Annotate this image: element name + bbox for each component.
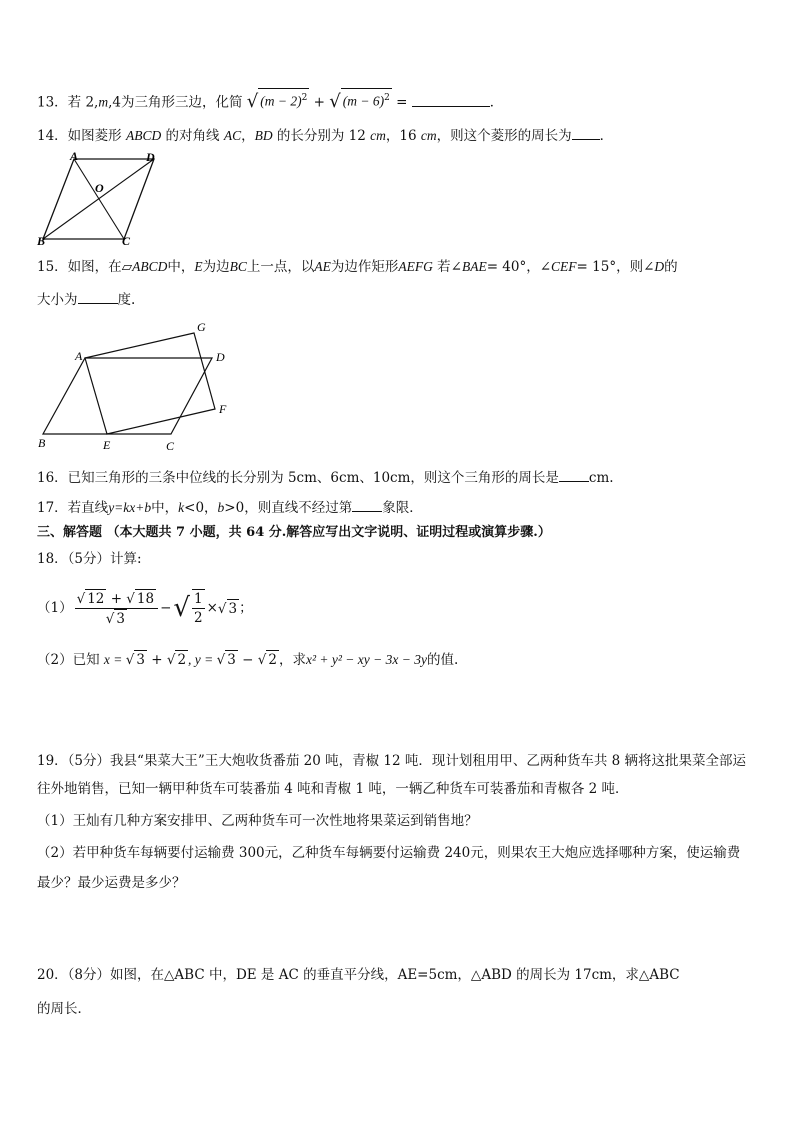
q16-text: 16．已知三角形的三条中位线的长分别为 5cm、6cm、10cm，则这个三角形的周长是 <box>37 470 559 486</box>
q18-denominator: √ 3 <box>105 610 125 627</box>
q17-equation: y=kx+b <box>108 500 152 515</box>
q15-answer-blank[interactable] <box>78 290 118 304</box>
q17-k: k <box>178 500 185 515</box>
q15-text-h: = 15°，则∠ <box>576 259 655 275</box>
q13-radical-1: √ $(m - 2)^2$ <box>247 88 310 111</box>
question-18-heading: 18．（5分）计算: <box>37 551 142 567</box>
q17-text-d: >0，则直线不经过第 <box>224 500 353 516</box>
q15-text-f: 若∠ <box>437 259 462 275</box>
q16-answer-blank[interactable] <box>559 468 589 482</box>
q14-unit-2: cm <box>420 128 437 143</box>
q14-text-a: 14．如图菱形 <box>37 128 122 144</box>
q14-text-c: 的长分别为 12 <box>276 128 366 144</box>
label-g: G <box>197 320 206 334</box>
q15-bc: BC <box>229 259 247 274</box>
question-14 <box>37 126 613 145</box>
q13-end: ． <box>489 94 504 111</box>
q18-half-num: 1 <box>193 591 203 607</box>
q13-sup-2: 2 <box>384 93 390 103</box>
q18-part-2-label: （2）已知 <box>37 652 100 668</box>
q17-text-b: 中， <box>151 500 179 516</box>
q18-den-radicand: 3 <box>116 610 125 627</box>
q18-num-radicand-1: 12 <box>87 590 105 607</box>
rhombus-figure <box>34 150 164 250</box>
section-3-heading: 三、解答题 （本大题共 7 小题，共 64 分.解答应写出文字说明、证明过程或演算步骤.） <box>37 525 551 540</box>
q13-var-m: m <box>98 94 109 110</box>
q18-fraction <box>75 589 159 628</box>
rectangle-aefg <box>85 333 215 434</box>
q18-part-1-label: （1） <box>37 600 73 616</box>
q15-text-c: 为边 <box>202 259 230 275</box>
q13-prefix: 13．若 2, <box>37 94 99 111</box>
q15-text-d: 上一点，以 <box>246 259 315 275</box>
q15-text-k: 度. <box>117 292 136 308</box>
q15-cef: CEF <box>551 259 577 274</box>
q15-text-g: = 40°，∠ <box>486 259 552 275</box>
question-19-line-5: 最少？最少运费是多少？ <box>37 875 186 891</box>
q18-y-eq: , y = <box>188 652 217 667</box>
q18-x-eq: x = <box>103 652 126 667</box>
question-17 <box>37 498 423 517</box>
q17-text-a: 17．若直线 <box>37 500 109 516</box>
q15-text-b: 中， <box>167 259 195 275</box>
q14-ac: AC <box>223 128 242 143</box>
label-b: B <box>38 436 46 450</box>
question-15-line-2 <box>37 290 135 309</box>
q14-abcd: ABCD <box>125 128 162 143</box>
label-d: D <box>146 150 155 164</box>
q14-comma: ， <box>241 128 255 144</box>
q17-text-e: 象限． <box>382 500 423 516</box>
question-19-line-1: 19．（5分）我县“果菜大王”王大炮收货番茄 20 吨，青椒 12 吨．现计划租用甲、乙两种货车共 8 辆将这批果菜全部运 <box>37 753 747 769</box>
q15-text-e: 为边作矩形 <box>330 259 399 275</box>
q18-sqrt-half <box>192 589 205 627</box>
label-d: D <box>216 350 225 364</box>
q15-abcd: ABCD <box>132 259 168 274</box>
q15-e: E <box>194 259 203 274</box>
q15-d: D <box>654 259 665 274</box>
q14-text-d: ，16 <box>385 128 417 144</box>
q18-polynomial: x² + y² − xy − 3x − 3y <box>305 652 427 667</box>
question-19-line-2: 往外地销售，已知一辆甲种货车可装番茄 4 吨和青椒 1 吨，一辆乙种货车可装番茄和青椒各 2 吨． <box>37 781 629 797</box>
q18-text-value: 的值. <box>426 652 459 668</box>
q18-x-r3: 3 <box>136 652 145 668</box>
q18-num-radicand-2: 18 <box>136 590 155 607</box>
label-c: C <box>122 234 131 248</box>
label-e: E <box>103 438 111 452</box>
q18-half-den: 2 <box>193 610 203 626</box>
q17-b: b <box>217 500 225 515</box>
parallelogram-symbol: ▱ <box>121 259 133 275</box>
q14-unit-1: cm <box>370 128 386 143</box>
q13-radical-2: √ $(m - 6)^2$ <box>329 88 392 111</box>
question-13 <box>37 88 503 112</box>
q18-y-r3: 3 <box>227 652 236 668</box>
q17-text-c: <0， <box>184 500 218 516</box>
q15-text-a: 15．如图，在 <box>37 259 122 275</box>
q13-sup-1: 2 <box>301 93 308 103</box>
question-18-part-2: （2）已知 x = √ 3 + √ 2 , y = √ 3 − √ 2 ，求x² + y² − xy − 3x − 3y的值. <box>37 652 459 668</box>
q18-radicand-3: 3 <box>228 600 238 617</box>
q14-bd: BD <box>254 128 273 143</box>
q13-equals: = <box>396 94 408 111</box>
q14-text-b: 的对角线 <box>165 128 220 144</box>
label-o: O <box>95 181 104 195</box>
question-20-line-2: 的周长． <box>37 1001 91 1017</box>
q18-times: × <box>206 600 218 616</box>
label-a: A <box>75 349 83 363</box>
q14-answer-blank[interactable] <box>572 126 600 140</box>
label-b: B <box>37 234 46 248</box>
q18-text-find: ，求 <box>278 652 306 668</box>
q14-end: ． <box>599 128 614 144</box>
q15-ae: AE <box>314 259 331 274</box>
q17-answer-blank[interactable] <box>352 498 382 512</box>
diagonal-bd <box>43 159 154 239</box>
q18-y-r2: 2 <box>268 652 277 668</box>
q18-x-r2: 2 <box>177 652 187 668</box>
q15-aefg: AEFG <box>398 259 433 274</box>
q13-answer-blank[interactable] <box>412 93 490 107</box>
q15-text-j: 大小为 <box>37 292 78 308</box>
label-c: C <box>166 439 175 453</box>
parallelogram-abcd <box>43 358 212 434</box>
q15-text-i: 的 <box>664 259 678 275</box>
q18-numerator: √ 12 + √ 18 <box>75 589 159 609</box>
q13-expr-2: (m − 6) <box>342 93 385 109</box>
question-15-line-1 <box>37 258 678 276</box>
label-a: A <box>70 150 79 163</box>
q18-plus: + <box>110 590 122 607</box>
q18-semicolon: ； <box>239 600 253 616</box>
parallelogram-rectangle-figure <box>34 316 244 456</box>
q13-plus: + <box>313 94 325 111</box>
question-19-part-1: （1）王灿有几种方案安排甲、乙两种货车可一次性地将果菜运到销售地？ <box>37 813 478 829</box>
question-19-part-2: （2）若甲种货车每辆要付运输费 300元，乙种货车每辆要付运输费 240元，则果农王大炮应选择哪种方案，使运输费 <box>37 845 741 861</box>
question-18-part-1: （1） $\frac{√ 12 + √ 18}{√ 3}$ − √ $\frac{1}{2}$ × √ 3 ； <box>37 590 253 627</box>
q13-text: ,4为三角形三边，化简 <box>108 94 243 111</box>
q13-expr-1: (m − 2) <box>260 93 302 109</box>
q16-end: cm. <box>588 470 614 486</box>
q14-text-e: ，则这个菱形的周长为 <box>436 128 572 144</box>
question-16 <box>37 468 614 487</box>
question-20-line-1: 20．（8分）如图，在△ABC 中，DE 是 AC 的垂直平分线，AE=5cm，△ABD 的周长为 17cm，求△ABC <box>37 967 680 983</box>
q18-minus: − <box>160 600 172 616</box>
label-f: F <box>219 402 227 416</box>
q15-bae: BAE <box>461 259 487 274</box>
